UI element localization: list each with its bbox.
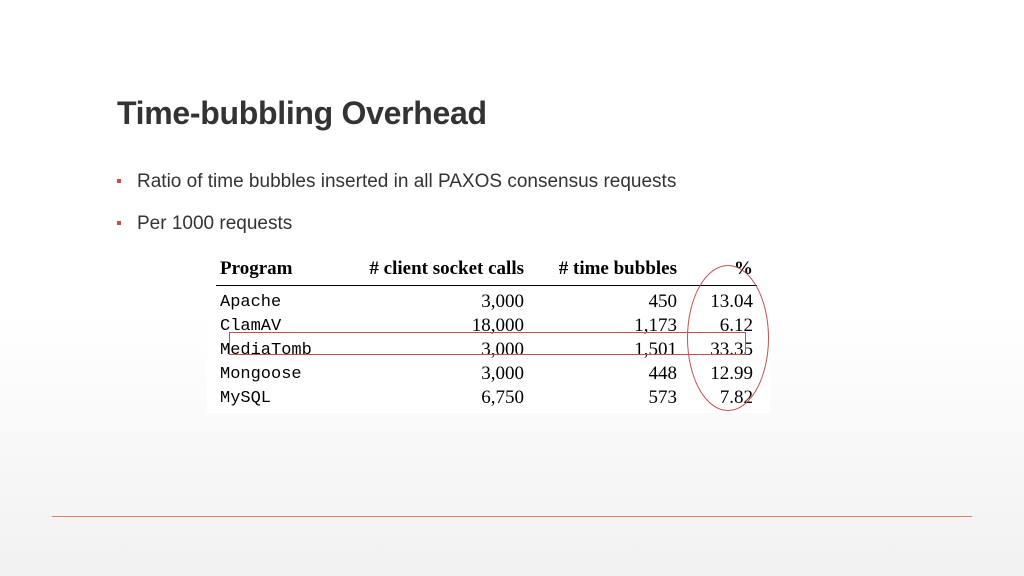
cell-percent: 6.12 bbox=[719, 315, 753, 336]
cell-program: Mongoose bbox=[220, 364, 302, 384]
bullet-text: Per 1000 requests bbox=[137, 213, 293, 234]
cell-socket-calls: 18,000 bbox=[471, 315, 524, 336]
column-header-time-bubbles: # time bubbles bbox=[558, 258, 677, 279]
cell-percent: 33.35 bbox=[710, 339, 753, 360]
footer-divider bbox=[52, 516, 972, 517]
highlight-column-ellipse bbox=[687, 265, 769, 411]
bullet-item bbox=[117, 210, 676, 237]
cell-time-bubbles: 1,501 bbox=[634, 339, 677, 360]
bullet-item bbox=[117, 168, 676, 195]
cell-program: MediaTomb bbox=[220, 340, 312, 360]
cell-socket-calls: 3,000 bbox=[481, 291, 524, 312]
cell-percent: 12.99 bbox=[710, 363, 753, 384]
column-header-percent: % bbox=[734, 258, 753, 279]
cell-time-bubbles: 450 bbox=[648, 291, 677, 312]
table-row bbox=[216, 362, 757, 386]
cell-socket-calls: 3,000 bbox=[481, 363, 524, 384]
bullet-text: Ratio of time bubbles inserted in all PAXOS consensus requests bbox=[137, 171, 677, 192]
highlight-row-box bbox=[229, 332, 746, 355]
slide-title: Time-bubbling Overhead bbox=[117, 95, 487, 131]
cell-socket-calls: 3,000 bbox=[481, 339, 524, 360]
column-header-socket-calls: # client socket calls bbox=[369, 258, 524, 279]
bullet-marker-icon bbox=[117, 221, 121, 225]
bullet-list bbox=[117, 168, 676, 252]
cell-socket-calls: 6,750 bbox=[481, 387, 524, 408]
cell-program: ClamAV bbox=[220, 316, 282, 336]
cell-percent: 7.82 bbox=[719, 387, 753, 408]
cell-time-bubbles: 448 bbox=[648, 363, 677, 384]
cell-program: Apache bbox=[220, 292, 282, 312]
column-header-program: Program bbox=[220, 258, 293, 279]
cell-program: MySQL bbox=[220, 388, 272, 408]
cell-percent: 13.04 bbox=[710, 291, 753, 312]
table-row bbox=[216, 286, 757, 315]
cell-time-bubbles: 573 bbox=[648, 387, 677, 408]
table-row bbox=[216, 386, 757, 410]
bullet-marker-icon bbox=[117, 179, 121, 183]
table-header-row bbox=[216, 257, 757, 286]
cell-time-bubbles: 1,173 bbox=[634, 315, 677, 336]
